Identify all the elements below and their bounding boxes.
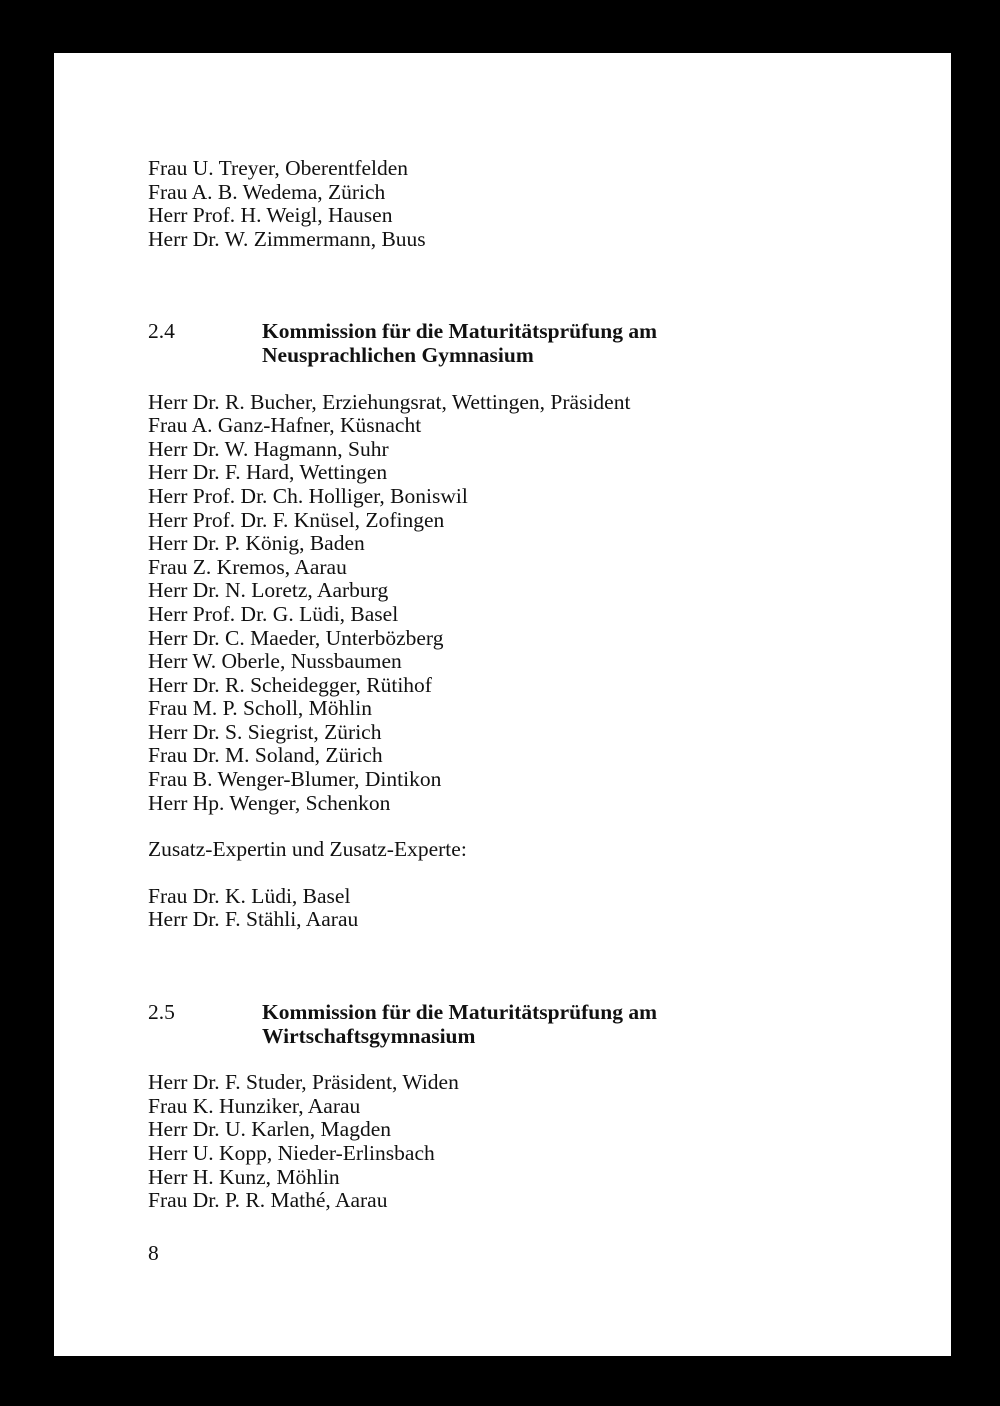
list-item: Frau Dr. K. Lüdi, Basel: [148, 883, 351, 908]
list-item: Herr H. Kunz, Möhlin: [148, 1164, 340, 1189]
list-item: Herr Dr. S. Siegrist, Zürich: [148, 719, 382, 744]
section-title-line: Kommission für die Maturitätsprüfung am: [262, 1000, 657, 1025]
section-2-5-member-list: [148, 1071, 908, 1213]
list-item: Herr Prof. H. Weigl, Hausen: [148, 203, 393, 228]
list-item: Herr Dr. F. Hard, Wettingen: [148, 460, 388, 485]
list-item: Herr Dr. N. Loretz, Aarburg: [148, 578, 389, 603]
list-item: Herr Dr. W. Hagmann, Suhr: [148, 436, 389, 461]
list-item: Frau K. Hunziker, Aarau: [148, 1093, 361, 1118]
section-2-4-member-list: [148, 391, 908, 816]
document-page: [54, 53, 951, 1356]
zusatz-member-list: [148, 885, 908, 932]
section-number: 2.5: [148, 1000, 175, 1025]
list-item: Herr Dr. R. Scheidegger, Rütihof: [148, 672, 432, 697]
section-title: [262, 1001, 908, 1048]
list-item: Frau A. B. Wedema, Zürich: [148, 179, 386, 204]
list-item: Frau B. Wenger-Blumer, Dintikon: [148, 767, 442, 792]
page-content: [148, 157, 908, 1213]
list-item: Herr Dr. W. Zimmermann, Buus: [148, 226, 426, 251]
section-2-5-heading: [148, 1001, 908, 1048]
section-number: 2.4: [148, 319, 175, 344]
top-member-list: [148, 157, 908, 251]
list-item: Frau M. P. Scholl, Möhlin: [148, 696, 372, 721]
list-item: Herr Hp. Wenger, Schenkon: [148, 790, 391, 815]
list-item: Herr Prof. Dr. Ch. Holliger, Boniswil: [148, 483, 468, 508]
section-2-4-heading: [148, 320, 908, 367]
list-item: Herr U. Kopp, Nieder-Erlinsbach: [148, 1141, 435, 1165]
section-title-line: Kommission für die Maturitätsprüfung am: [262, 319, 657, 344]
list-item: Herr Dr. U. Karlen, Magden: [148, 1117, 391, 1142]
list-item: Herr Dr. F. Studer, Präsident, Widen: [148, 1070, 459, 1095]
list-item: Frau Dr. P. R. Mathé, Aarau: [148, 1188, 388, 1213]
section-title-line: Neusprachlichen Gymnasium: [262, 342, 534, 367]
list-item: Herr Prof. Dr. F. Knüsel, Zofingen: [148, 507, 445, 532]
list-item: Frau A. Ganz-Hafner, Küsnacht: [148, 413, 422, 438]
list-item: Frau Dr. M. Soland, Zürich: [148, 743, 383, 768]
list-item: Herr Dr. C. Maeder, Unterbözberg: [148, 625, 444, 650]
list-item: Herr W. Oberle, Nussbaumen: [148, 649, 402, 674]
list-item: Herr Prof. Dr. G. Lüdi, Basel: [148, 601, 399, 626]
list-item: Herr Dr. P. König, Baden: [148, 531, 365, 556]
zusatz-label: Zusatz-Expertin und Zusatz-Experte:: [148, 837, 467, 862]
section-title-line: Wirtschaftsgymnasium: [262, 1023, 476, 1048]
list-item: Herr Dr. R. Bucher, Erziehungsrat, Wettingen, Präsident: [148, 389, 631, 414]
section-title: [262, 320, 908, 367]
list-item: Frau U. Treyer, Oberentfelden: [148, 156, 409, 180]
list-item: Herr Dr. F. Stähli, Aarau: [148, 907, 359, 932]
page-number: 8: [148, 1241, 159, 1265]
list-item: Frau Z. Kremos, Aarau: [148, 554, 347, 579]
